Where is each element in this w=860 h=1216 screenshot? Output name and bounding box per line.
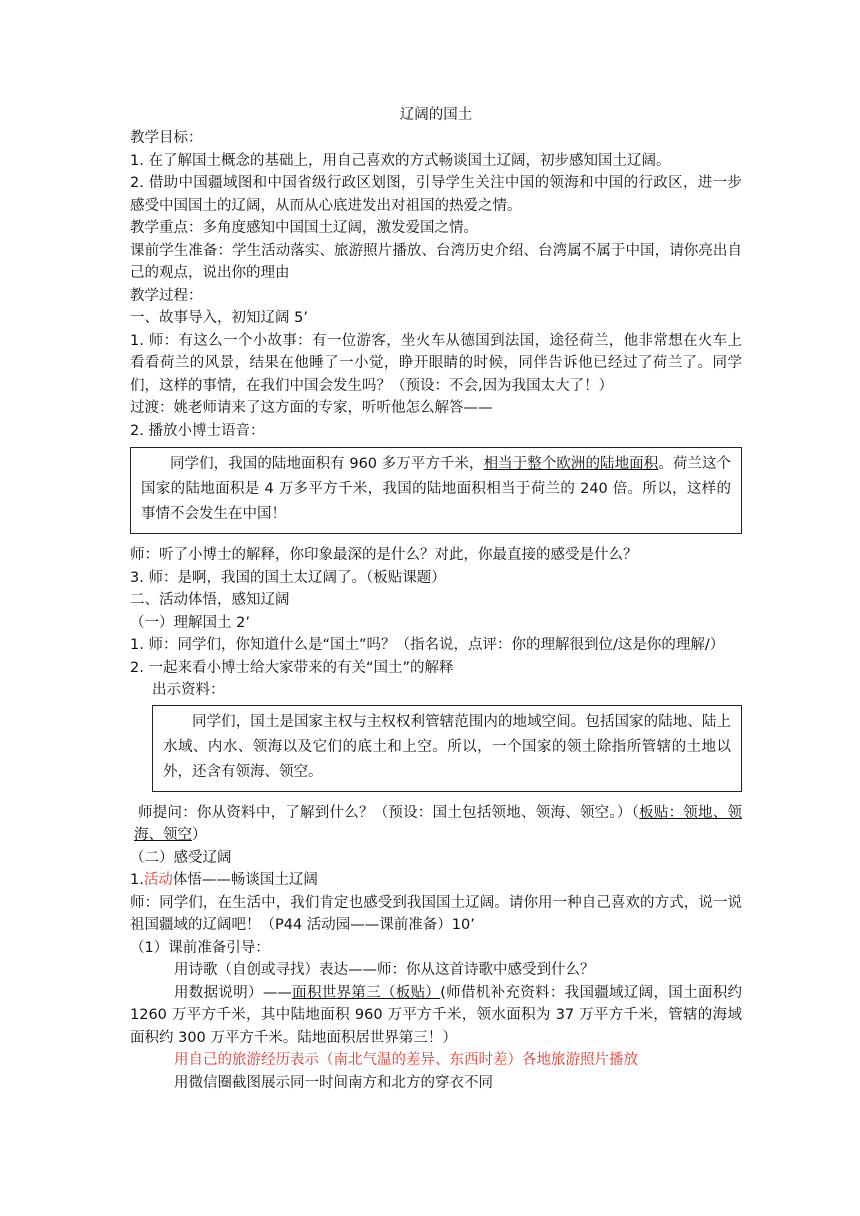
teacher-question: 师：听了小博士的解释，你印象最深的是什么？对此，你最直接的感受是什么？ (130, 547, 638, 563)
understand-item-2: 2. 一起来看小博士给大家带来的有关“国土”的解释 (130, 659, 454, 676)
doctor-quote-box (130, 447, 742, 534)
document-body (130, 103, 742, 1094)
section-1-heading: 一、故事导入，初知辽阔 5’ (130, 310, 308, 326)
goals-heading: 教学目标： (130, 130, 203, 146)
process-heading: 教学过程： (130, 287, 203, 304)
quote-text-a: 同学们，我国的陆地面积有 960 多万平方千米， (170, 456, 484, 472)
understand-item-1: 1. 师：同学们，你知道什么是“国土”吗？（指名说，点评：你的理解很到位/这是你的理解/） (130, 637, 725, 653)
guide-data (130, 982, 742, 1050)
quote-text-b: 。荷兰这个国家的陆地面积是 4 万多平方千米，我国的陆地面积相当于荷兰的 240 倍。所以，这样的事情不会发生在中国！ (141, 456, 732, 522)
activity-number: 1. (130, 872, 144, 888)
territory-definition-box (152, 705, 742, 792)
data-underlined: 面积世界第三（板贴） (291, 984, 441, 1001)
guide-wechat: 用微信圈截图展示同一时间南方和北方的穿衣不同 (174, 1074, 493, 1091)
data-text-b: (师借机补充资料：我国疆域辽阔，国土面积约 1260 万平方千米，其中陆地面积 960 万平方千米，领水面积为 37 万平方千米，管辖的海域面积约 300 万平方千米。陆地面积居世界第三！） (130, 984, 743, 1046)
teacher-prompt (130, 802, 742, 847)
doctor-quote (141, 452, 731, 527)
show-material-label: 出示资料： (152, 682, 225, 698)
key-point: 教学重点：多角度感知中国国土辽阔，激发爱国之情。 (130, 220, 478, 236)
section-1-item-2: 2. 播放小博士语音： (130, 422, 265, 439)
subsection-feel: （二）感受辽阔 (130, 849, 232, 866)
quote-underlined: 相当于整个欧洲的陆地面积 (483, 456, 659, 472)
territory-definition: 同学们，国土是国家主权与主权权利管辖范围内的地域空间。包括国家的陆地、陆上水域、内水、领海以及它们的底土和上空。所以，一个国家的领土除指所管辖的土地以外，还含有领海、领空。 (163, 713, 731, 780)
activity-heading (130, 869, 742, 892)
section-1-item-1: 1. 师：有这么一个小故事：有一位游客，坐火车从德国到法国，途径荷兰，他非常想在火车上看看荷兰的风景，结果在他睡了一小觉，睁开眼睛的时候，同伴告诉他已经过了荷兰了。同学们，这样的事情，在我们中国会发生吗？（预设：不会,因为我国太大了！） (130, 332, 742, 394)
activity-keyword: 活动 (143, 872, 173, 888)
goal-1: 1. 在了解国土概念的基础上，用自己喜欢的方式畅谈国土辽阔，初步感知国土辽阔。 (130, 152, 671, 169)
section-1-item-3: 3. 师：是啊，我国的国土太辽阔了。（板贴课题） (130, 569, 446, 586)
guide-travel: 用自己的旅游经历表示（南北气温的差异、东西时差）各地旅游照片播放 (174, 1052, 638, 1068)
section-2-heading: 二、活动体悟，感知辽阔 (130, 592, 290, 608)
prompt-text-a: 师提问：你从资料中，了解到什么？（预设：国土包括领地、领海、领空。）（ (138, 804, 640, 821)
activity-title: 体悟——畅谈国土辽阔 (172, 872, 318, 888)
transition-line: 过渡：姚老师请来了这方面的专家，听听他怎么解答—— (130, 400, 493, 416)
prompt-text-b: ） (192, 827, 207, 843)
student-prep: 课前学生准备：学生活动落实、旅游照片播放、台湾历史介绍、台湾属不属于中国，请你亮出自己的观点，说出你的理由 (130, 242, 742, 281)
goal-2: 2. 借助中国疆域图和中国省级行政区划图，引导学生关注中国的领海和中国的行政区，进一步感受中国国土的辽阔，从而从心底进发出对祖国的热爱之情。 (130, 175, 742, 214)
document-title: 辽阔的国土 (399, 107, 473, 123)
prep-guide-heading: （1）课前准备引导： (130, 939, 270, 956)
subsection-understand: （一）理解国土 2’ (130, 614, 250, 631)
data-text-a: 用数据说明）—— (174, 984, 292, 1001)
activity-teacher-text: 师：同学们，在生活中，我们肯定也感受到我国国土辽阔。请你用一种自己喜欢的方式，说一说祖国疆域的辽阔吧！（P44 活动园——课前准备）10’ (130, 894, 742, 933)
guide-poem: 用诗歌（自创或寻找）表达——师：你从这首诗歌中感受到什么？ (174, 962, 595, 978)
prompt-underlined: 板贴：领地、领海、领空 (134, 804, 742, 843)
